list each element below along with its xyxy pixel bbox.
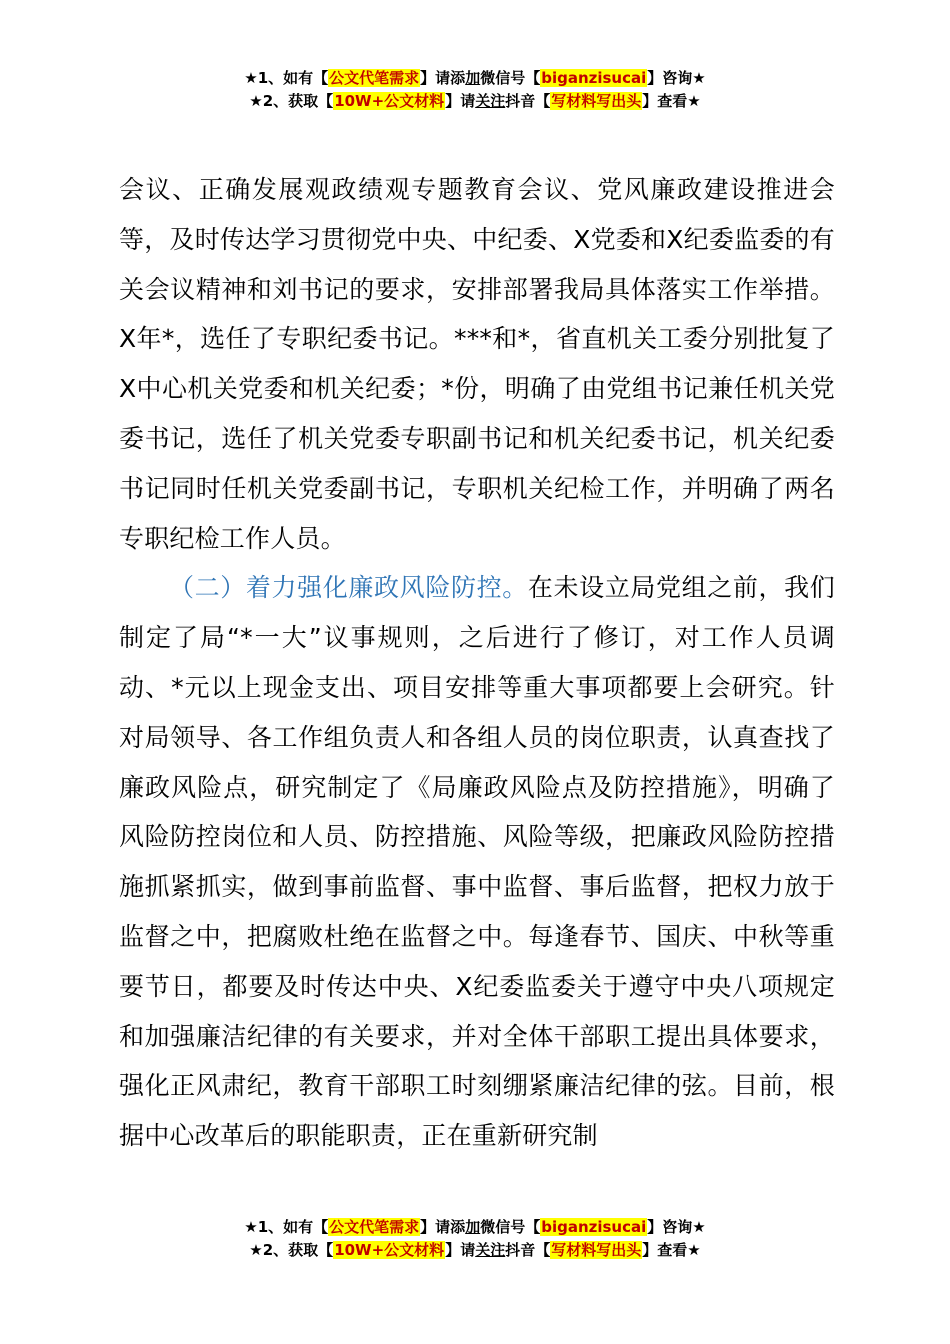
banner-highlight: 10W+公文材料 (334, 92, 445, 110)
section-heading: （二）着力强化廉政风险防控。 (169, 573, 528, 603)
banner-text: 抖音【 (505, 92, 551, 110)
banner-highlight: biganzisucai (541, 1218, 647, 1236)
banner-line-1 (0, 67, 950, 90)
banner-line-2 (0, 1239, 950, 1262)
banner-text: 】请添 (420, 69, 466, 87)
banner-underline: 关注 (475, 1241, 506, 1259)
banner-text: ★1、如有【 (244, 69, 329, 87)
header-banner (0, 67, 950, 113)
banner-text: 】请 (445, 92, 476, 110)
banner-text: 】请 (445, 1241, 476, 1259)
banner-text: 】咨询★ (647, 69, 706, 87)
banner-text: ★2、获取【 (249, 92, 334, 110)
banner-underline: 加 (465, 69, 481, 87)
document-body (119, 165, 835, 1161)
banner-line-2 (0, 90, 950, 113)
banner-highlight: 写材料写出头 (551, 1241, 642, 1259)
paragraph-1: 会议、正确发展观政绩观专题教育会议、党风廉政建设推进会等，及时传达学习贯彻党中央、中纪委、X党委和X纪委监委的有关会议精神和刘书记的要求，安排部署我局具体落实工作举措。X年*，选任了专职纪委书记。***和*，省直机关工委分别批复了X中心机关党委和机关纪委；*份，明确了由党组书记兼任机关党委书记，选任了机关党委专职副书记和机关纪委书记，机关纪委书记同时任机关党委副书记，专职机关纪检工作，并明确了两名专职纪检工作人员。 (119, 175, 835, 553)
banner-highlight: biganzisucai (541, 69, 647, 87)
banner-text: ★2、获取【 (249, 1241, 334, 1259)
banner-text: 】查看★ (642, 92, 701, 110)
banner-text: ★1、如有【 (244, 1218, 329, 1236)
footer-banner (0, 1216, 950, 1262)
paragraph-2-text: 在未设立局党组之前，我们制定了局“*一大”议事规则，之后进行了修订，对工作人员调动、*元以上现金支出、项目安排等重大事项都要上会研究。针对局领导、各工作组负责人和各组人员的岗位职责，认真查找了廉政风险点，研究制定了《局廉政风险点及防控措施》，明确了风险防控岗位和人员、防控措施、风险等级，把廉政风险防控措施抓紧抓实，做到事前监督、事中监督、事后监督，把权力放于监督之中，把腐败杜绝在监督之中。每逢春节、国庆、中秋等重要节日，都要及时传达中央、X纪委监委关于遵守中央八项规定和加强廉洁纪律的有关要求，并对全体干部职工提出具体要求，强化正风肃纪，教育干部职工时刻绷紧廉洁纪律的弦。目前，根据中心改革后的职能职责，正在重新研究制 (119, 573, 835, 1151)
banner-underline: 关注 (475, 92, 506, 110)
banner-highlight: 公文代笔需求 (329, 1218, 420, 1236)
banner-line-1 (0, 1216, 950, 1239)
banner-highlight: 写材料写出头 (551, 92, 642, 110)
banner-text: 抖音【 (505, 1241, 551, 1259)
banner-highlight: 公文代笔需求 (329, 69, 420, 87)
banner-text: 微信号【 (480, 1218, 541, 1236)
banner-text: 】咨询★ (647, 1218, 706, 1236)
banner-highlight: 10W+公文材料 (334, 1241, 445, 1259)
paragraph-2 (119, 563, 835, 1161)
banner-text: 】请添 (420, 1218, 466, 1236)
banner-text: 】查看★ (642, 1241, 701, 1259)
banner-text: 微信号【 (480, 69, 541, 87)
banner-underline: 加 (465, 1218, 481, 1236)
